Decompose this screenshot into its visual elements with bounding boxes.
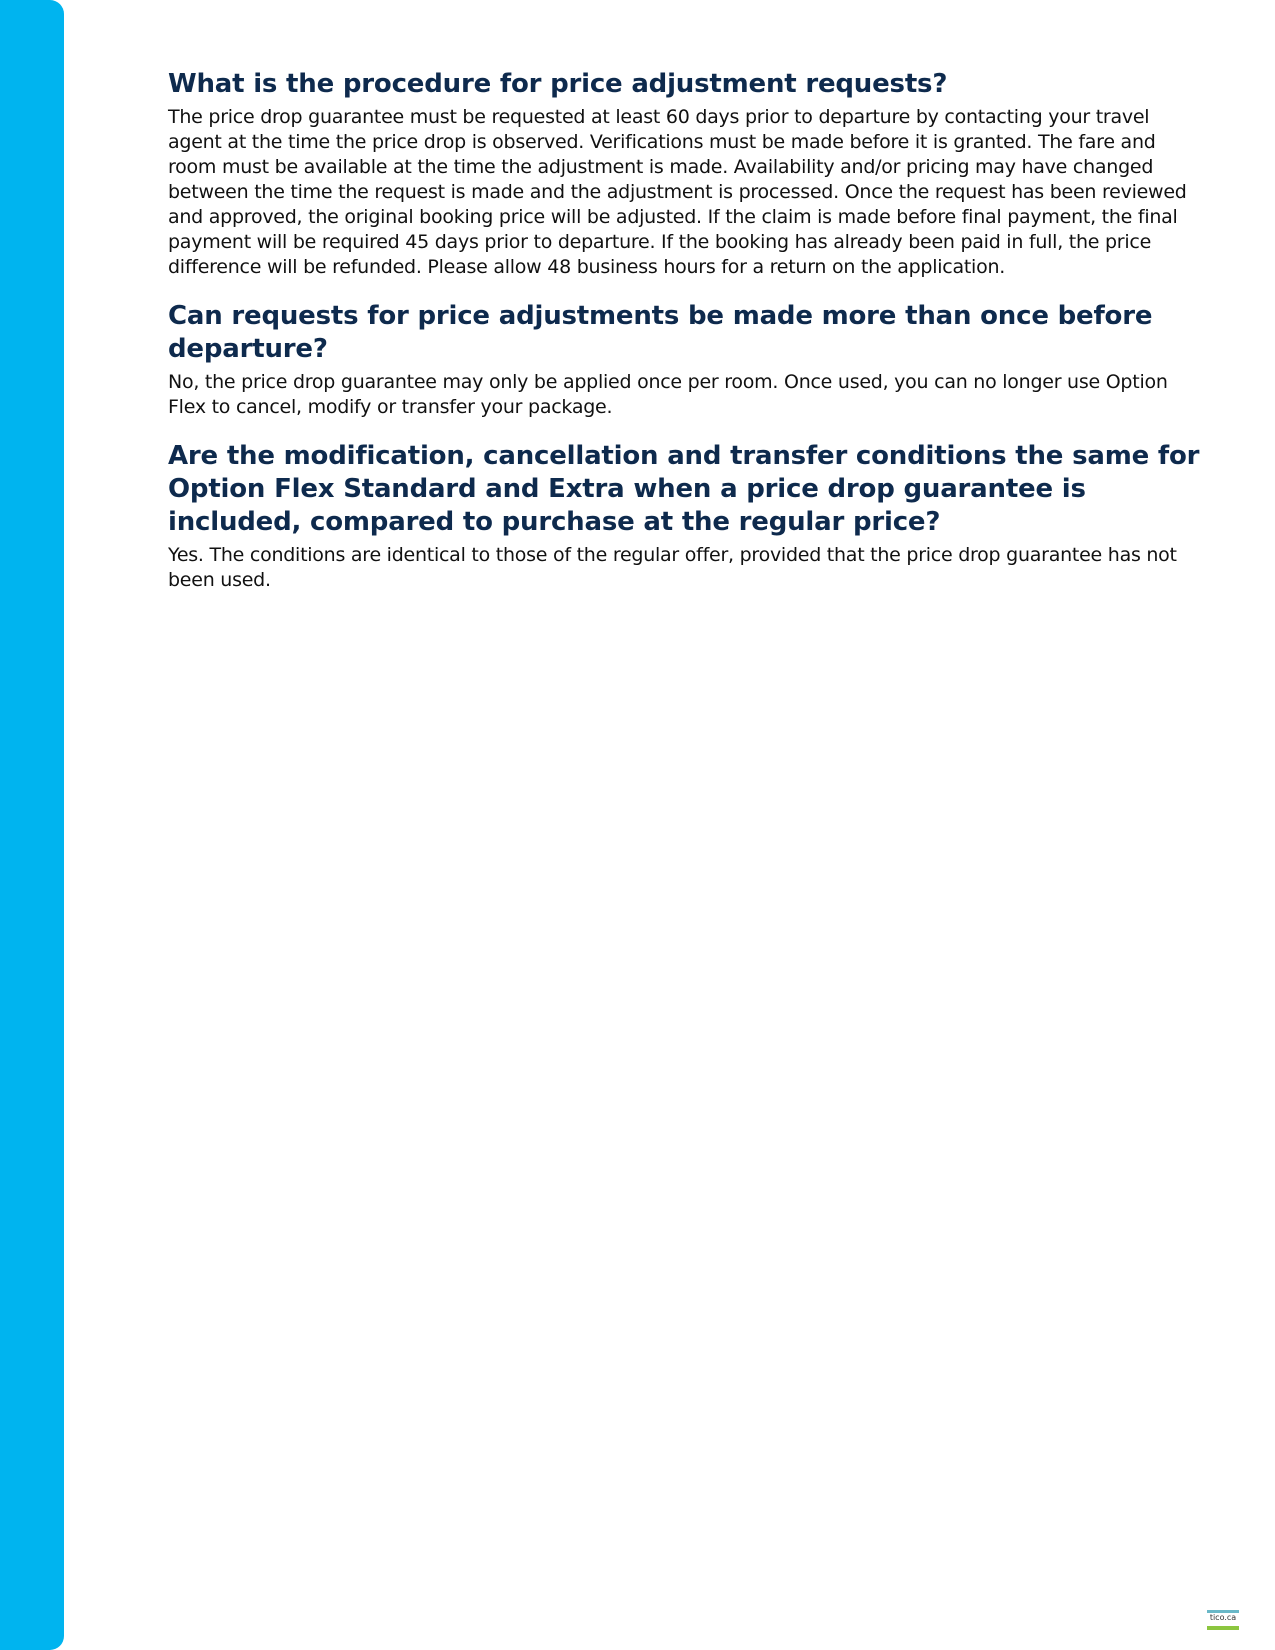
faq-answer: No, the price drop guarantee may only be applied once per room. Once used, you can no longer use Option Flex to cancel, modify or transfer your package. xyxy=(168,371,1168,418)
faq-content xyxy=(168,68,1208,613)
faq-item-price-adjustment-procedure xyxy=(168,68,1208,280)
side-accent-bar xyxy=(0,0,64,1650)
logo-text: tico.ca xyxy=(1209,1613,1237,1622)
logo-bottom-bar xyxy=(1207,1626,1239,1630)
faq-question: Are the modification, cancellation and transfer conditions the same for Option Flex Standard and Extra when a price drop guarantee is included, compared to purchase at the regular price? xyxy=(168,441,1200,537)
faq-question: Can requests for price adjustments be made more than once before departure? xyxy=(168,301,1153,364)
faq-item-repeat-requests xyxy=(168,300,1208,420)
faq-question: What is the procedure for price adjustment requests? xyxy=(168,69,948,99)
faq-answer: The price drop guarantee must be requested at least 60 days prior to departure by contacting your travel agent at the time the price drop is observed. Verifications must be made before it is granted. The fare and room must be available at the time the adjustment is made. Availability and/or pricing may have changed between the time the request is made and the adjustment is processed. Once the request has been reviewed and approved, the original booking price will be adjusted. If the claim is made before final payment, the final payment will be required 45 days prior to departure. If the booking has already been paid in full, the price difference will be refunded. Please allow 48 business hours for a return on the application. xyxy=(168,106,1187,278)
faq-answer: Yes. The conditions are identical to those of the regular offer, provided that the price drop guarantee has not been used. xyxy=(168,544,1177,591)
tico-logo xyxy=(1207,1610,1239,1632)
faq-item-conditions xyxy=(168,440,1208,593)
